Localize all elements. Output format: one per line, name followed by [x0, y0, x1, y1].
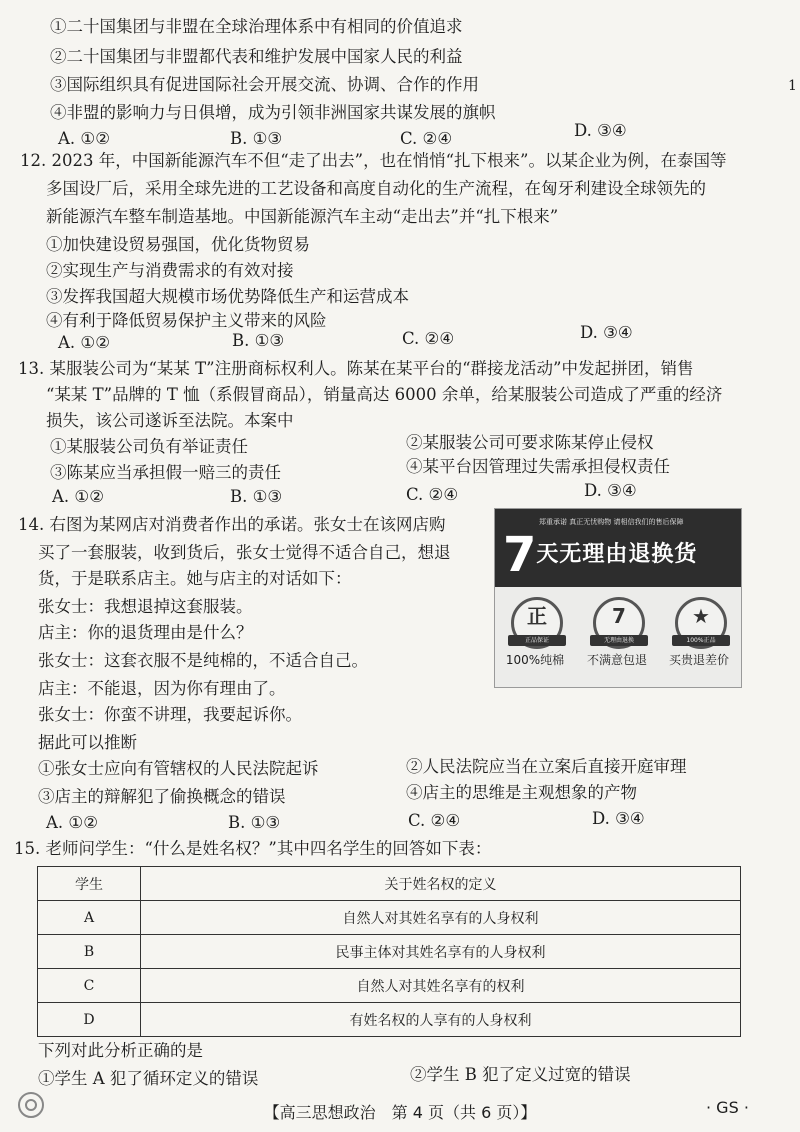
q11-item-1: ①二十国集团与非盟在全球治理体系中有相同的价值追求 [50, 17, 463, 36]
table-header-student: 学生 [38, 867, 141, 901]
q12-item-1: ①加快建设贸易强国，优化货物贸易 [46, 235, 310, 254]
table-cell-student: C [38, 969, 141, 1003]
table-cell-definition: 自然人对其姓名享有的人身权利 [141, 901, 741, 935]
badge-caption-1: 100%纯棉 [505, 653, 565, 667]
q13-item-3: ③陈某应当承担假一赔三的责任 [50, 463, 281, 482]
banner-slogan: 郑重承诺 真正无忧购物 请相信我们的售后保障 [539, 518, 684, 526]
q12-item-4: ④有利于降低贸易保护主义带来的风险 [46, 311, 327, 330]
q12-item-2: ②实现生产与消费需求的有效对接 [46, 261, 294, 280]
badge-tag: 正品保证 [508, 635, 566, 646]
q12-stem-1: 12. 2023 年，中国新能源汽车不但“走了出去”，也在悄悄“扎下根来”。以某企业为例，在泰国等 [20, 151, 727, 170]
table-cell-student: D [38, 1003, 141, 1037]
q13-item-1: ①某服装公司负有举证责任 [50, 437, 248, 456]
q13-option-d: D. ③④ [584, 481, 637, 500]
q14-dialogue-2: 店主：你的退货理由是什么？ [38, 623, 253, 642]
table-cell-student: A [38, 901, 141, 935]
q14-stem-3: 货，于是联系店主。她与店主的对话如下： [38, 569, 352, 588]
q14-item-2: ②人民法院应当在立案后直接开庭审理 [406, 757, 687, 776]
q12-option-a: A. ①② [58, 333, 110, 352]
table-row [38, 1003, 741, 1037]
table-cell-definition: 民事主体对其姓名享有的人身权利 [141, 935, 741, 969]
badge-symbol: ★ [692, 604, 710, 628]
q13-item-2: ②某服装公司可要求陈某停止侵权 [406, 433, 654, 452]
table-row [38, 935, 741, 969]
exam-code: · GS · [706, 1098, 749, 1117]
q11-item-3: ③国际组织具有促进国际社会开展交流、协调、合作的作用 [50, 75, 479, 94]
q11-option-a: A. ①② [58, 129, 110, 148]
q11-item-4: ④非盟的影响力与日俱增，成为引领非洲国家共谋发展的旗帜 [50, 103, 496, 122]
q14-dialogue-1: 张女士：我想退掉这套服装。 [38, 597, 253, 616]
q13-option-c: C. ②④ [406, 485, 459, 504]
q11-option-c: C. ②④ [400, 129, 453, 148]
banner-header [495, 509, 741, 587]
q15-item-2: ②学生 B 犯了定义过宽的错误 [410, 1065, 631, 1084]
q13-option-a: A. ①② [52, 487, 104, 506]
table-row [38, 901, 741, 935]
q11-item-2: ②二十国集团与非盟都代表和维护发展中国家人民的利益 [50, 47, 463, 66]
q12-item-3: ③发挥我国超大规模市场优势降低生产和运营成本 [46, 287, 409, 306]
table-cell-definition: 有姓名权的人享有的人身权利 [141, 1003, 741, 1037]
margin-mark: 1 [788, 78, 797, 94]
q12-option-c: C. ②④ [402, 329, 455, 348]
table-cell-student: B [38, 935, 141, 969]
badge-caption-3: 买贵退差价 [668, 653, 729, 667]
table-header-definition: 关于姓名权的定义 [141, 867, 741, 901]
q12-stem-2: 多国设厂后，采用全球先进的工艺设备和高度自动化的生产流程，在匈牙利建设全球领先的 [46, 179, 706, 198]
q14-dialogue-5: 张女士：你蛮不讲理，我要起诉你。 [38, 705, 302, 724]
q13-option-b: B. ①③ [230, 487, 283, 506]
q14-inference-prompt: 据此可以推断 [38, 733, 137, 752]
q12-option-b: B. ①③ [232, 331, 285, 350]
badge-tag: 无理由退换 [590, 635, 648, 646]
badge-symbol: 7 [612, 604, 626, 628]
q13-stem-3: 损失，该公司遂诉至法院。本案中 [46, 411, 294, 430]
q14-item-3: ③店主的辩解犯了偷换概念的错误 [38, 787, 286, 806]
q15-prompt: 下列对此分析正确的是 [38, 1041, 203, 1060]
q14-option-b: B. ①③ [228, 813, 281, 832]
q14-item-1: ①张女士应向有管辖权的人民法院起诉 [38, 759, 319, 778]
q14-dialogue-4: 店主：不能退，因为你有理由了。 [38, 679, 286, 698]
star-badge-icon [675, 597, 727, 649]
q13-stem-1: 13. 某服装公司为“某某 T”注册商标权利人。陈某在某平台的“群接龙活动”中发起拼团，销售 [18, 359, 694, 378]
badge-tag: 100%正品 [672, 635, 730, 646]
q14-dialogue-3: 张女士：这套衣服不是纯棉的，不适合自己。 [38, 651, 368, 670]
banner-title-text: 天无理由退换货 [536, 542, 698, 567]
q15-item-1: ①学生 A 犯了循环定义的错误 [38, 1069, 259, 1088]
definition-table [37, 866, 741, 1037]
q14-stem-2: 买了一套服装，收到货后，张女士觉得不适合自己，想退 [38, 543, 451, 562]
table-header-row [38, 867, 741, 901]
q14-item-4: ④店主的思维是主观想象的产物 [406, 783, 637, 802]
q14-option-d: D. ③④ [592, 809, 645, 828]
banner-title [503, 527, 698, 583]
seven-day-badge-icon [593, 597, 645, 649]
badge-caption-2: 不满意包退 [586, 653, 647, 667]
table-row [38, 969, 741, 1003]
banner-seven: 7 [503, 527, 537, 583]
return-policy-banner [494, 508, 742, 688]
q11-option-b: B. ①③ [230, 129, 283, 148]
q14-stem-1: 14. 右图为某网店对消费者作出的承诺。张女士在该网店购 [18, 515, 446, 534]
table-cell-definition: 自然人对其姓名享有的权利 [141, 969, 741, 1003]
q14-option-a: A. ①② [46, 813, 98, 832]
q13-item-4: ④某平台因管理过失需承担侵权责任 [406, 457, 670, 476]
q12-option-d: D. ③④ [580, 323, 633, 342]
badge-symbol: 正 [527, 604, 547, 628]
q11-option-d: D. ③④ [574, 121, 627, 140]
q15-stem: 15. 老师问学生：“什么是姓名权？”其中四名学生的回答如下表： [14, 839, 492, 858]
page-footer: 【高三思想政治 第 4 页（共 6 页）】 [263, 1103, 537, 1122]
q14-option-c: C. ②④ [408, 811, 461, 830]
q13-stem-2: “某某 T”品牌的 T 恤（系假冒商品），销量高达 6000 余单，给某服装公司造成了严重的经济 [46, 385, 723, 404]
q12-stem-3: 新能源汽车整车制造基地。中国新能源汽车主动“走出去”并“扎下根来” [46, 207, 559, 226]
genuine-badge-icon [511, 597, 563, 649]
